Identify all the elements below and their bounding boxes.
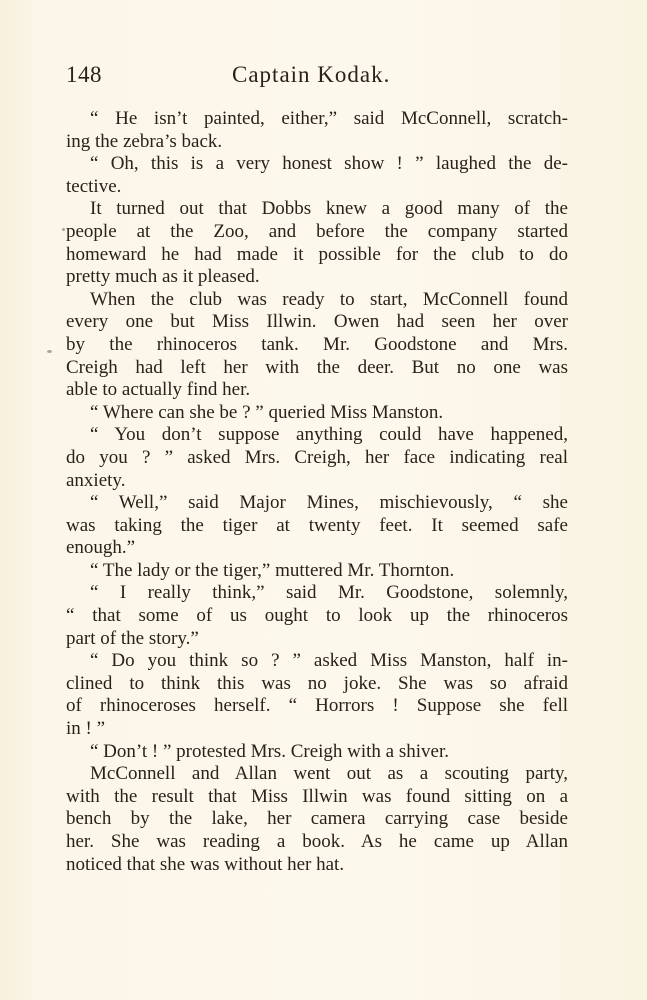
text-line: part of the story.” bbox=[66, 627, 199, 649]
text-line: “ You don’t suppose anything could have happened, bbox=[90, 424, 568, 446]
text-line: “ that some of us ought to look up the rhinoceros bbox=[66, 605, 568, 627]
running-title: Captain Kodak. bbox=[232, 62, 391, 87]
text-line: able to actually find her. bbox=[66, 379, 251, 401]
text-line: bench by the lake, her camera carrying case beside bbox=[66, 808, 568, 830]
text-line: homeward he had made it possible for the club to do bbox=[66, 243, 568, 265]
text-line: enough.” bbox=[66, 537, 136, 559]
text-line: “ Do you think so ? ” asked Miss Manston, half in- bbox=[90, 650, 568, 672]
text-line: every one but Miss Illwin. Owen had seen her over bbox=[66, 311, 568, 333]
text-line: pretty much as it pleased. bbox=[66, 266, 260, 288]
text-line: “ I really think,” said Mr. Goodstone, solemnly, bbox=[90, 582, 568, 604]
text-line: in ! ” bbox=[66, 718, 106, 740]
text-line: McConnell and Allan went out as a scouting party, bbox=[90, 763, 568, 785]
text-line: by the rhinoceros tank. Mr. Goodstone and Mrs. bbox=[66, 333, 568, 355]
text-line: “ Where can she be ? ” queried Miss Manston. bbox=[90, 401, 444, 423]
text-line: anxiety. bbox=[66, 469, 126, 491]
page-speck bbox=[47, 350, 52, 353]
text-line: tective. bbox=[66, 175, 122, 197]
text-line: “ He isn’t painted, either,” said McConnell, scratch- bbox=[90, 108, 568, 129]
text-line: Creigh had left her with the deer. But no one was bbox=[66, 356, 568, 378]
body-text bbox=[66, 108, 568, 876]
text-line: “ Don’t ! ” protested Mrs. Creigh with a shiver. bbox=[90, 740, 449, 762]
text-line: “ Well,” said Major Mines, mischievously, “ she bbox=[90, 492, 568, 514]
text-line: “ The lady or the tiger,” muttered Mr. Thornton. bbox=[90, 559, 455, 581]
text-line: of rhinoceroses herself. “ Horrors ! Suppose she fell bbox=[66, 695, 568, 717]
text-line: noticed that she was without her hat. bbox=[66, 853, 345, 875]
text-line: It turned out that Dobbs knew a good many of the bbox=[90, 198, 568, 220]
text-line: her. She was reading a book. As he came up Allan bbox=[66, 831, 568, 852]
text-line: “ Oh, this is a very honest show ! ” laughed the de- bbox=[90, 153, 568, 175]
text-line: When the club was ready to start, McConnell found bbox=[90, 288, 568, 310]
text-line: with the result that Miss Illwin was found sitting on a bbox=[66, 785, 568, 807]
text-line: do you ? ” asked Mrs. Creigh, her face indicating real bbox=[66, 446, 568, 468]
page-speck bbox=[62, 228, 65, 231]
text-line: clined to think this was no joke. She was so afraid bbox=[66, 672, 568, 694]
page-number: 148 bbox=[66, 62, 102, 87]
text-line: ing the zebra’s back. bbox=[66, 130, 223, 152]
page-header bbox=[66, 62, 568, 98]
text-line: people at the Zoo, and before the company started bbox=[66, 220, 568, 242]
text-line: was taking the tiger at twenty feet. It seemed safe bbox=[66, 514, 568, 536]
